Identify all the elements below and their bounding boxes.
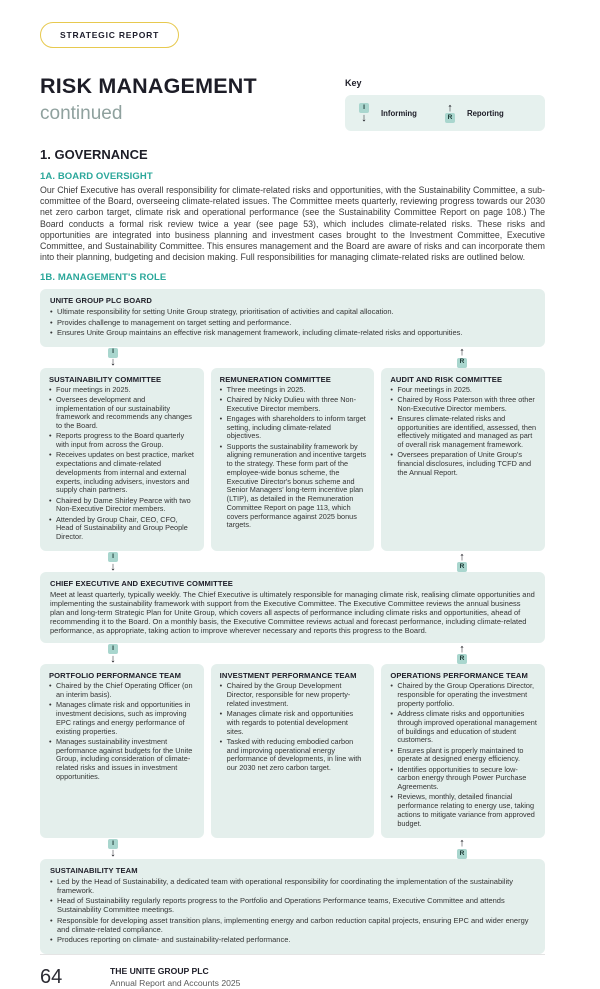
- arrow-down-icon: ↓: [110, 356, 116, 369]
- bullet-item: • Receives updates on best practice, market expectations and climate-related developments from internal and external experts, including advisers, investors and supply chain partners.: [49, 451, 196, 495]
- page-number: 64: [40, 966, 63, 989]
- executive-box-body: Meet at least quarterly, typically weekly. The Chief Executive is ultimately responsible for managing climate risk, realising climate opportunities and implementing the sustainability framework with support from the Executive Committee. The Executive Committee reviews the annual business plan and long-term Strategic Plan for Unite Group, which covers all aspects of performance including climate risks and opportunities, ahead of recommending it to the Board. On a monthly basis, the Executive Committee reviews actual and forecast performance, including climate-related performance, as appropriate, taking action to improve wherever necessary and reports this progress to the Board.: [50, 590, 535, 636]
- portfolio-team-box: [40, 664, 204, 838]
- section-tag-pill-row: [40, 22, 545, 48]
- informing-connector: [106, 839, 120, 859]
- board-box: [40, 289, 545, 347]
- bullet-item: • Reviews, monthly, detailed financial performance relating to energy use, taking actions to mitigate variance from approved budget.: [390, 793, 537, 828]
- committee-bullet-list: [220, 386, 367, 531]
- management-role-heading: 1B. MANAGEMENT'S ROLE: [40, 272, 167, 284]
- footer-divider: [40, 954, 545, 955]
- bullet-item: • Head of Sustainability regularly reports progress to the Portfolio and Operations Performance teams, Executive Committee and attends Sustainability Committee meetings.: [50, 896, 535, 914]
- informing-connector: [106, 552, 120, 572]
- arrow-up-icon: ↑: [447, 101, 453, 114]
- reporting-connector: [455, 348, 469, 368]
- key-item-reporting: [443, 103, 504, 123]
- informing-label: Informing: [381, 108, 417, 118]
- team-title: INVESTMENT PERFORMANCE TEAM: [219, 671, 357, 681]
- key-box: [345, 95, 545, 131]
- bullet-item: • Oversees development and implementation of our sustainability framework and recommends any changes to the Board.: [49, 396, 196, 431]
- arrow-down-icon: ↓: [110, 652, 116, 665]
- key-label: Key: [345, 78, 362, 88]
- sustainability-team-bullet-list: [50, 877, 535, 945]
- reporting-connector: [455, 644, 469, 664]
- bullet-item: • Four meetings in 2025.: [390, 386, 537, 395]
- bullet-item: • Provides challenge to management on target setting and performance.: [50, 318, 535, 327]
- informing-badge: I: [108, 839, 118, 849]
- connector-row-1: [40, 347, 545, 368]
- bullet-item: • Chaired by Dame Shirley Pearce with two Non-Executive Director members.: [49, 497, 196, 515]
- bullet-item: • Engages with shareholders to inform target setting, including climate-related objectives.: [220, 415, 367, 441]
- page-subtitle: continued: [40, 103, 123, 124]
- reporting-connector: [455, 839, 469, 859]
- bullet-item: • Chaired by the Group Development Director, responsible for new property-related investment.: [220, 682, 367, 708]
- informing-connector: [357, 103, 371, 123]
- sustainability-team-box: [40, 859, 545, 954]
- bullet-item: • Supports the sustainability framework by aligning remuneration and incentive targets to the strategy. These form part of the employee-wide bonus scheme, the Executive Director's bonus scheme and Senior Managers' long-term incentive plan (LTIP), as detailed in the Remuneration Committee Report on page 113, which covers performance against 2025 bonus targets.: [220, 443, 367, 531]
- team-bullet-list: [220, 682, 367, 773]
- bullet-item: • Responsible for developing asset transition plans, implementing energy and carbon reduction capital projects, ensuring EPC and wider energy and climate-related compliance.: [50, 916, 535, 934]
- arrow-down-icon: ↓: [110, 847, 116, 860]
- board-oversight-body: Our Chief Executive has overall responsibility for climate-related risks and opportunities, with the Sustainability Committee, a sub-committee of the Board, overseeing climate-related issues. The Committee meets quarterly, reviewing progress towards our 2030 net zero carbon target, climate risk and operational performance (see the Sustainability Committee Report on page 108.) The Board conducts a formal risk review twice a year (see page 53), which includes climate-related risks. These risks and opportunities are integrated into business planning and investment cases brought to the Investment Committee, Executive Committee, and Sustainability Committee. This ensures management and the Board are aware of risks and can incorporate them into their planning, budgeting and decision making. Full responsibilities for managing climate-related risks are outlined below.: [40, 185, 545, 263]
- board-box-title: UNITE GROUP PLC BOARD: [50, 296, 152, 306]
- investment-team-box: [211, 664, 375, 838]
- arrow-down-icon: ↓: [361, 111, 367, 124]
- bullet-item: • Identifies opportunities to secure low-carbon energy through Power Purchase Agreements.: [390, 766, 537, 792]
- bullet-item: • Ultimate responsibility for setting Unite Group strategy, prioritisation of activities and capital allocation.: [50, 307, 535, 316]
- arrow-down-icon: ↓: [110, 560, 116, 573]
- bullet-item: • Chaired by the Group Operations Director, responsible for operating the investment property portfolio.: [390, 682, 537, 708]
- bullet-item: • Three meetings in 2025.: [220, 386, 367, 395]
- team-bullet-list: [390, 682, 537, 828]
- operations-team-box: [381, 664, 545, 838]
- bullet-item: • Ensures climate-related risks and opportunities are identified, assessed, then effectively mitigated and managed as part of overall risk management framework.: [390, 415, 537, 450]
- arrow-up-icon: ↑: [459, 550, 465, 563]
- connector-row-3: [40, 643, 545, 664]
- section-tag-pill: STRATEGIC REPORT: [40, 22, 179, 48]
- team-title: OPERATIONS PERFORMANCE TEAM: [390, 671, 528, 681]
- board-bullet-list: [50, 307, 535, 337]
- executive-committee-box: [40, 572, 545, 643]
- arrow-up-icon: ↑: [459, 346, 465, 359]
- footer-report-title: Annual Report and Accounts 2025: [110, 977, 241, 988]
- bullet-item: • Chaired by Nicky Dulieu with three Non-Executive Director members.: [220, 396, 367, 414]
- informing-connector: [106, 644, 120, 664]
- footer-company: THE UNITE GROUP PLC: [110, 965, 209, 976]
- reporting-connector: [455, 552, 469, 572]
- reporting-label: Reporting: [466, 108, 504, 118]
- reporting-badge: R: [457, 358, 467, 368]
- legend-key: [345, 78, 545, 131]
- footer-text-block: [110, 966, 240, 989]
- key-item-informing: [357, 103, 417, 123]
- bullet-item: • Produces reporting on climate- and sustainability-related performance.: [50, 935, 535, 944]
- committee-title: REMUNERATION COMMITTEE: [219, 374, 331, 384]
- informing-badge: I: [359, 103, 369, 113]
- reporting-connector: [443, 103, 457, 123]
- informing-connector: [106, 348, 120, 368]
- bullet-item: • Ensures plant is properly maintained to operate at designed energy efficiency.: [390, 747, 537, 765]
- bullet-item: • Chaired by the Chief Operating Officer (on an interim basis).: [49, 682, 196, 700]
- page-title: RISK MANAGEMENT: [40, 74, 257, 98]
- bullet-item: • Reports progress to the Board quarterly with input from across the Group.: [49, 432, 196, 450]
- governance-section: [40, 131, 545, 283]
- governance-heading: 1. GOVERNANCE: [40, 147, 148, 162]
- sustainability-team-title: SUSTAINABILITY TEAM: [50, 865, 138, 875]
- board-oversight-heading: 1A. BOARD OVERSIGHT: [40, 171, 153, 182]
- reporting-badge: R: [457, 562, 467, 572]
- informing-badge: I: [108, 552, 118, 562]
- team-title: PORTFOLIO PERFORMANCE TEAM: [49, 671, 182, 681]
- audit-risk-committee-box: [381, 368, 545, 552]
- team-bullet-list: [49, 682, 196, 781]
- committee-row: [40, 368, 545, 552]
- bullet-item: • Tasked with reducing embodied carbon and improving operational energy performance of developments, in line with our 2030 net zero carbon target.: [220, 738, 367, 773]
- reporting-badge: R: [457, 849, 467, 859]
- title-block: [40, 74, 345, 131]
- sustainability-committee-box: [40, 368, 204, 552]
- governance-diagram: [40, 289, 545, 954]
- committee-title: SUSTAINABILITY COMMITTEE: [49, 374, 162, 384]
- executive-box-title: CHIEF EXECUTIVE AND EXECUTIVE COMMITTEE: [50, 579, 233, 589]
- committee-bullet-list: [49, 386, 196, 542]
- team-row: [40, 664, 545, 838]
- bullet-item: • Manages climate risk and opportunities in investment decisions, such as improving EPC ratings and energy performance of existing properties.: [49, 701, 196, 736]
- committee-bullet-list: [390, 386, 537, 478]
- connector-row-4: [40, 838, 545, 859]
- committee-title: AUDIT AND RISK COMMITTEE: [390, 374, 503, 384]
- reporting-badge: R: [457, 654, 467, 664]
- remuneration-committee-box: [211, 368, 375, 552]
- page-footer: [40, 954, 545, 989]
- page-header: [40, 74, 545, 131]
- bullet-item: • Oversees preparation of Unite Group's financial disclosures, including TCFD and the Annual Report.: [390, 451, 537, 477]
- bullet-item: • Led by the Head of Sustainability, a dedicated team with operational responsibility for coordinating the implementation of the sustainability framework.: [50, 877, 535, 895]
- informing-badge: I: [108, 348, 118, 358]
- bullet-item: • Chaired by Ross Paterson with three other Non-Executive Director members.: [390, 396, 537, 414]
- bullet-item: • Manages sustainability investment performance against budgets for the Unite Group, including consideration of climate-related risks and issues in investment opportunities.: [49, 738, 196, 782]
- arrow-up-icon: ↑: [459, 837, 465, 850]
- connector-row-2: [40, 551, 545, 572]
- bullet-item: • Address climate risks and opportunities through improved operational management of buildings and education of student customers.: [390, 710, 537, 745]
- bullet-item: • Manages climate risk and opportunities with regards to potential development sites.: [220, 710, 367, 736]
- bullet-item: • Attended by Group Chair, CEO, CFO, Head of Sustainability and Group People Director.: [49, 516, 196, 542]
- arrow-up-icon: ↑: [459, 642, 465, 655]
- reporting-badge: R: [445, 113, 455, 123]
- informing-badge: I: [108, 644, 118, 654]
- bullet-item: • Four meetings in 2025.: [49, 386, 196, 395]
- bullet-item: • Ensures Unite Group maintains an effective risk management framework, including climate-related risks and opportunities.: [50, 328, 535, 337]
